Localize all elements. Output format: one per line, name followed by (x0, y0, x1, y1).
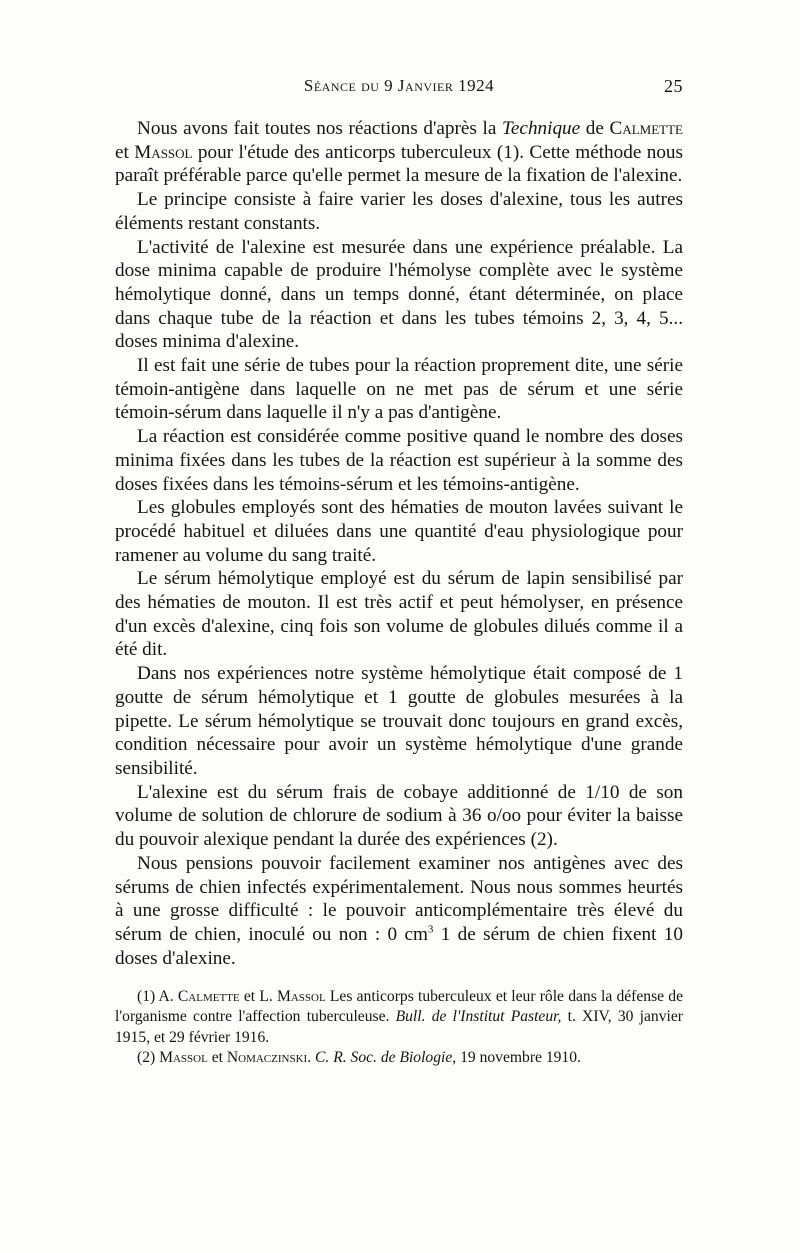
footnote-2 (115, 1048, 683, 1068)
italic-text: Technique (502, 118, 581, 139)
text-run: et (207, 1048, 227, 1066)
author-name: Massol (134, 141, 193, 163)
paragraph: L'alexine est du sérum frais de cobaye additionné de 1/10 de son volume de solution de chlorure de sodium à 36 o/oo pour éviter la baisse du pouvoir alexique pendant la durée des expériences (2). (115, 781, 683, 851)
journal-title: Bull. de l'Institut Pasteur, (395, 1008, 562, 1026)
paragraph: Le sérum hémolytique employé est du sérum de lapin sensibilisé par des hématies de mouton. Il est très actif et peut hémolyser, en présence d'un excès d'alexine, cinq fois son volume de globules dilués comme il a été dit. (115, 568, 683, 661)
footnotes (115, 987, 683, 1068)
superscript: 3 (427, 923, 434, 936)
body-text (115, 117, 683, 970)
paragraph: La réaction est considérée comme positive quand le nombre des doses minima fixées dans les tubes de la réaction est supérieur à la somme des doses fixées dans les témoins-sérum et les témoins-antigène. (115, 426, 683, 495)
text-run: (2) (137, 1048, 160, 1066)
paragraph: L'activité de l'alexine est mesurée dans une expérience préalable. La dose minima capable de produire l'hémolyse complète avec le système hémolytique donné, dans un temps donné, étant déterminée, on place dans chaque tube de la réaction et dans les tubes témoins 2, 3, 4, 5... doses minima d'alexine. (115, 236, 683, 353)
paragraph (115, 852, 683, 971)
text-run: Nous pensions pouvoir facilement examiner nos antigènes avec des sérums de chien infectés expérimentalement. Nous nous sommes heurtés à une grosse difficulté : le pouvoir anticomplémentaire très élevé du sérum de chien, inoculé ou non : 0 cm (115, 852, 683, 945)
text-run: t. XIV, 30 janvier 1915, et 29 février 1916. (115, 1008, 683, 1046)
text-run: et L. (239, 988, 277, 1005)
author-name: Calmette (609, 118, 683, 139)
paragraph: Il est fait une série de tubes pour la réaction proprement dite, une série témoin-antigène dans laquelle on ne met pas de sérum et une série témoin-sérum dans laquelle il n'y a pas d'antigène. (115, 355, 683, 424)
text-run: Nous avons fait toutes nos réactions d'après la (137, 118, 502, 139)
text-run: de (580, 118, 610, 139)
paragraph: Dans nos expériences notre système hémolytique était composé de 1 goutte de sérum hémolytique et 1 goutte de globules mesurées à la pipette. Le sérum hémolytique se trouvait donc toujours en grand excès, condition nécessaire pour avoir un système hémolytique d'une grande sensibilité. (115, 663, 683, 779)
text-run: 1 de sérum de chien fixent 10 doses d'alexine. (115, 923, 683, 969)
author-name: Massol (159, 1048, 208, 1066)
running-head-title: Séance du 9 Janvier 1924 (303, 76, 495, 95)
text-run: pour l'étude des anticorps tuberculeux (1). Cette méthode nous paraît préférable parce qu'elle permet la mesure de la fixation de l'alexine. (115, 141, 683, 187)
paragraph: Le principe consiste à faire varier les doses d'alexine, tous les autres éléments restant constants. (115, 189, 683, 234)
journal-title: C. R. Soc. de Biologie, (315, 1048, 457, 1066)
text-run: 19 novembre 1910. (456, 1048, 581, 1066)
page-number: 25 (664, 76, 683, 96)
text-run: Les anticorps tuberculeux et leur rôle dans la défense de l'organisme contre l'affection tuberculeuse. (115, 988, 684, 1026)
text-run: (1) A. (137, 988, 178, 1005)
footnote-1 (115, 987, 683, 1048)
paragraph (115, 117, 683, 188)
text-run: . (307, 1048, 315, 1066)
author-name: Nomaczinski (226, 1048, 308, 1066)
paragraph: Les globules employés sont des hématies de mouton lavées suivant le procédé habituel et diluées dans une quantité d'eau physiologique pour ramener au volume du sang traité. (115, 497, 683, 566)
author-name: Massol (276, 988, 326, 1005)
text-run: et (115, 141, 135, 163)
author-name: Calmette (177, 988, 240, 1005)
running-head (115, 76, 683, 100)
